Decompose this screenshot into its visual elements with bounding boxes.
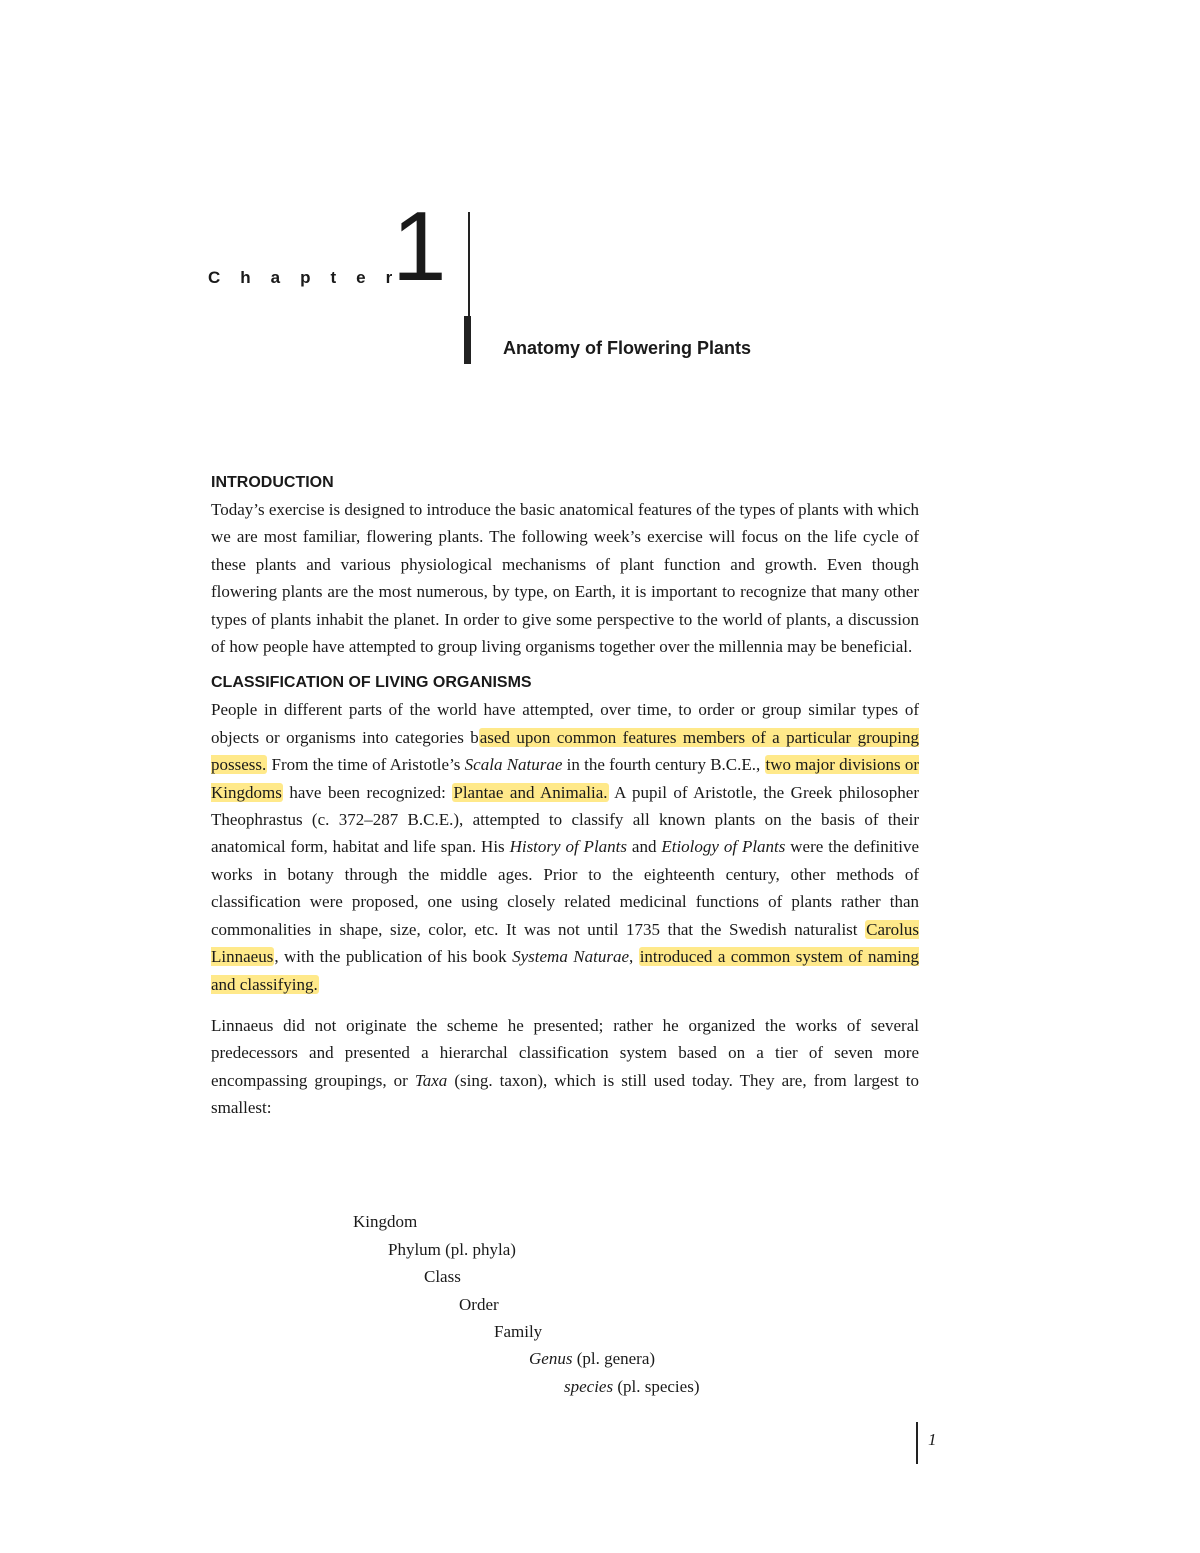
text-run: (sing. taxon), which is still used today. They are, from largest to smallest: [211,1070,919,1118]
text-run: From the time of Aristotle’s [267,755,465,775]
classification-paragraph-2 [211,1012,919,1122]
taxon-item: Class [424,1267,461,1286]
taxon-item: Kingdom [353,1212,418,1231]
taxon-item: Phylum (pl. phyla) [388,1240,516,1259]
highlighted-text: Carolus Linnaeus [211,919,919,967]
classification-paragraph-1 [211,696,919,997]
text-run: , with the publication of his book [274,947,513,967]
main-content [211,470,919,1122]
italic-title: Scala Naturae [464,755,563,775]
chapter-title: Anatomy of Flowering Plants [503,338,752,358]
page-number: 1 [928,1430,937,1449]
italic-title: History of Plants [509,837,628,857]
chapter-number: 1 [392,191,447,301]
italic-title: Etiology of Plants [661,837,786,857]
folio-rule [916,1422,918,1464]
spacer [211,660,919,670]
text-run: , [629,947,639,967]
highlighted-text: two major divisions or Kingdoms [211,755,919,802]
text-run: in the fourth century B.C.E., [562,755,765,775]
text-run: People in different parts of the world have attempted, over time, to order or group similar types of objects or organisms into categories b [211,700,919,747]
highlighted-text: ased upon common features members of a particular grouping possess. [211,727,919,775]
spacer [211,998,919,1012]
text-run: A pupil of Aristotle, the Greek philosopher Theophrastus (c. 372–287 B.C.E.), attempted to classify all known plants on the basis of their anatomical form, habitat and life span. His [211,782,919,857]
taxon-item: Genus (pl. genera) [529,1349,656,1368]
text-run: and [627,837,662,857]
taxon-item: species (pl. species) [564,1377,700,1396]
italic-title: Systema Naturae [512,947,629,967]
text-run: were the definitive works in botany through the middle ages. Prior to the eighteenth century, other methods of classification were proposed, one using closely related medicinal functions of plants rather than commonalities in shape, size, color, etc. It was not until 1735 that the Swedish naturalist [211,837,919,939]
header-rule [468,212,470,316]
section-heading-classification: CLASSIFICATION OF LIVING ORGANISMS [211,674,532,692]
chapter-label: Chapter [208,268,413,287]
section-heading-introduction: INTRODUCTION [211,474,334,491]
header-rule-thick [464,316,471,364]
text-run: Linnaeus did not originate the scheme he presented; rather he organized the works of several predecessors and presented a hierarchal classification system based on a tier of seven more encompassing groupings, or [211,1015,919,1090]
highlighted-text: Plantae and Animalia. [453,782,608,802]
taxon-item: Order [459,1295,499,1314]
italic-term: Taxa [414,1070,448,1090]
taxon-item: Family [494,1322,543,1341]
highlighted-text: introduced a common system of naming and classifying. [211,947,919,994]
introduction-paragraph: Today’s exercise is designed to introduce the basic anatomical features of the types of plants with which we are most familiar, flowering plants. The following week’s exercise will focus on the life cycle of these plants and various physiological mechanisms of plant function and growth. Even though flowering plants are the most numerous, by type, on Earth, it is important to recognize that many other types of plants inhabit the planet. In order to give some perspective to the world of plants, a discussion of how people have attempted to group living organisms together over the millennia may be beneficial. [211,500,919,657]
text-run: have been recognized: [282,782,453,802]
